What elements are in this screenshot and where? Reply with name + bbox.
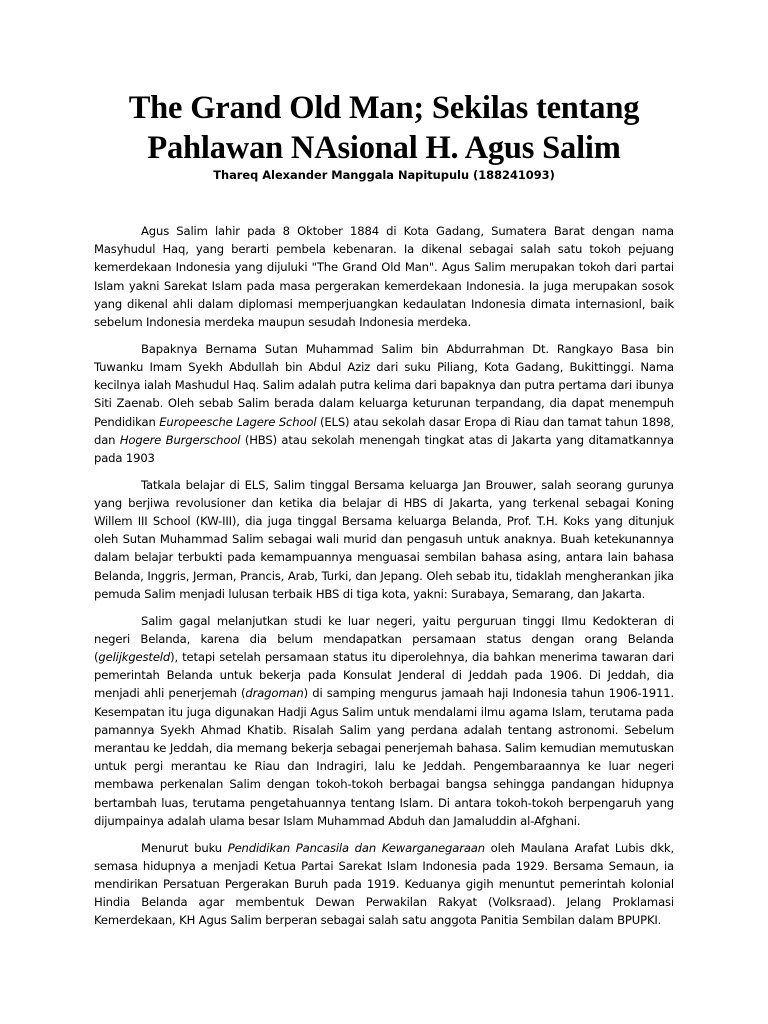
paragraph-4-text-a: Salim gagal melanjutkan studi ke luar negeri, yaitu perguruan tinggi Ilmu Kedokteran di negeri Belanda, karena dia belum mendapatkan persamaan status dengan orang Belanda ( [94, 613, 674, 664]
paragraph-1: Agus Salim lahir pada 8 Oktober 1884 di Kota Gadang, Sumatera Barat dengan nama Masyhudul Haq, yang berarti pembela kebenaran. Ia dikenal sebagai salah satu tokoh pejuang kemerdekaan Indonesia yang dijuluki "The Grand Old Man". Agus Salim merupakan tokoh dari partai Islam yakni Sarekat Islam pada masa pergerakan kemerdekaan Indonesia. Ia juga merupakan sosok yang dikenal ahli dalam diplomasi memperjuangkan kedaulatan Indonesia dimata internasionl, baik sebelum Indonesia merdeka maupun sesudah Indonesia merdeka. [94, 224, 674, 330]
title-line-2: Pahlawan NAsional H. Agus Salim [147, 130, 621, 166]
paragraph-2-italic-els: Europeesche Lagere School [159, 414, 317, 429]
paragraph-4-text-c: ) di samping mengurus jamaah haji Indonesia tahun 1906-1911. Kesempatan itu juga digunakan Hadji Agus Salim untuk mendalami ilmu agama Islam, terutama pada pamannya Syekh Ahmad Khatib. Risalah Salim yang perdana adalah tentang astronomi. Sebelum merantau ke Jeddah, dia memang bekerja sebagai penerjemah bahasa. Salim kemudian memutuskan untuk pergi merantau ke Riau dan Indragiri, lalu ke Jeddah. Pengembaraannya ke luar negeri membawa perkenalan Salim dengan tokoh-tokoh berbagai bangsa sehingga pandangan hidupnya bertambah luas, terutama pengetahuannya tentang Islam. Di antara tokoh-tokoh berpengaruh yang dijumpainya adalah ulama besar Islam Muhammad Abduh dan Jamaluddin al-Afghani. [94, 686, 674, 828]
document-title [94, 88, 674, 168]
paragraph-2-italic-hbs: Hogere Burgerschool [119, 432, 241, 447]
paragraph-2 [94, 340, 674, 467]
paragraph-5 [94, 839, 674, 930]
document-page [94, 88, 674, 938]
paragraph-2-text-c: (HBS) atau sekolah menengah tingkat atas di Jakarta yang ditamatkannya pada 1903 [94, 432, 674, 465]
paragraph-4 [94, 612, 674, 830]
paragraph-4-text-b: ), tetapi setelah persamaan status itu diperolehnya, dia bahkan menerima tawaran dari pemerintah Belanda untuk bekerja pada Konsulat Jenderal di Jeddah pada 1906. Di Jeddah, dia menjadi ahli penerjemah ( [94, 649, 674, 701]
author-line: Thareq Alexander Manggala Napitupulu (188241093) [213, 168, 555, 182]
paragraph-3: Tatkala belajar di ELS, Salim tinggal Bersama keluarga Jan Brouwer, salah seorang gurunya yang berjiwa revolusioner dan ketika dia belajar di HBS di Jakarta, yang terkenal sebagai Koning Willem III School (KW-III), dia juga tinggal Bersama keluarga Belanda, Prof. T.H. Koks yang ditunjuk oleh Sutan Muhammad Salim sebagai wali murid dan pengasuh untuk anaknya. Buah ketekunannya dalam belajar terbukti pada kemampuannya menguasai sembilan bahasa asing, antara lain bahasa Belanda, Inggris, Jerman, Prancis, Arab, Turki, dan Jepang. Oleh sebab itu, tidaklah mengherankan jika pemuda Salim menjadi lulusan terbaik HBS di tiga kota, yakni: Surabaya, Semarang, dan Jakarta. [94, 477, 674, 601]
title-line-1: The Grand Old Man; Sekilas tentang [128, 90, 640, 126]
paragraph-5-text-a: Menurut buku [141, 840, 228, 855]
paragraph-5-italic-book-title: Pendidikan Pancasila dan Kewarganegaraan [227, 840, 485, 855]
paragraph-4-italic-gelijkgesteld: gelijkgesteld [98, 649, 171, 664]
paragraph-4-italic-dragoman: dragoman [245, 686, 304, 701]
paragraph-5-text-b: oleh Maulana Arafat Lubis dkk, semasa hidupnya a menjadi Ketua Partai Sarekat Islam Indonesia pada 1929. Bersama Semaun, ia mendirikan Persatuan Pergerakan Buruh pada 1919. Keduanya gigih menuntut pemerintah kolonial Hindia Belanda agar membentuk Dewan Perwakilan Rakyat (Volksraad). Jelang Proklamasi Kemerdekaan, KH Agus Salim berperan sebagai salah satu anggota Panitia Sembilan dalam BPUPKI. [94, 840, 674, 928]
paragraph-2-text-a: Bapaknya Bernama Sutan Muhammad Salim bin Abdurrahman Dt. Rangkayo Basa bin Tuwanku Imam Syekh Abdullah bin Abdul Aziz dari suku Piliang, Kota Gadang, Bukittinggi. Nama kecilnya ialah Mashudul Haq. Salim adalah putra kelima dari bapaknya dan putra pertama dari ibunya Siti Zaenab. Oleh sebab Salim berada dalam keluarga keturunan terpandang, dia dapat menempuh Pendidikan [94, 341, 674, 429]
paragraph-2-text-b: (ELS) atau sekolah dasar Eropa di Riau dan tamat tahun 1898, dan [94, 414, 674, 447]
